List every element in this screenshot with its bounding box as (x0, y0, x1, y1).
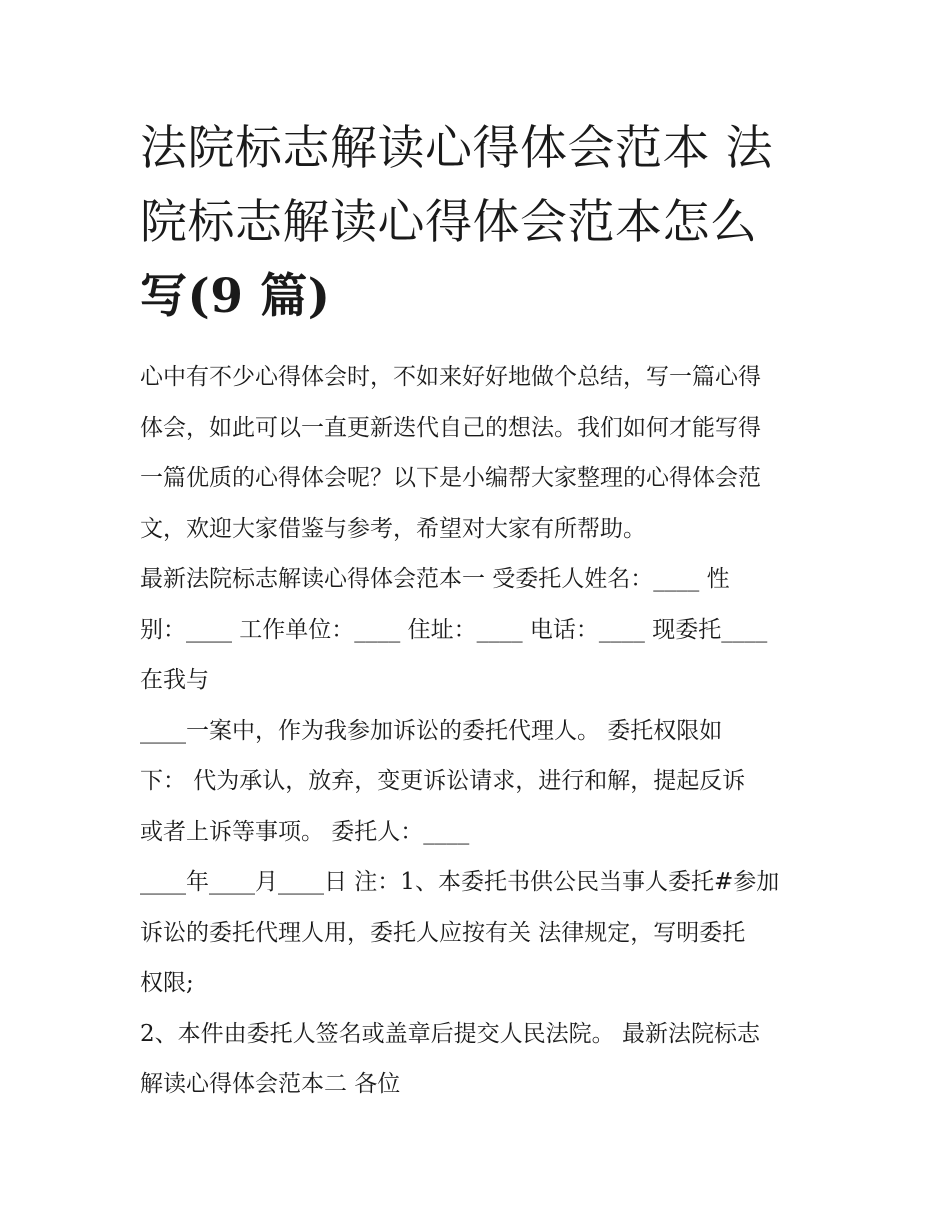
paragraph-line: 或者上诉等事项。 委托人：____ (140, 818, 470, 845)
paragraph-line: 诉讼的委托代理人用，委托人应按有关 法律规定，写明委托 (140, 919, 746, 946)
paragraph-line: 心中有不少心得体会时，不如来好好地做个总结，写一篇心得 (140, 364, 761, 390)
paragraph-line: 文，欢迎大家借鉴与参考，希望对大家有所帮助。 (140, 515, 646, 542)
paragraph-line: 一篇优质的心得体会呢？以下是小编帮大家整理的心得体会范 (140, 465, 761, 491)
paragraph-authority (140, 706, 820, 858)
document-page (140, 112, 820, 1110)
title-line-1: 法院标志解读心得体会范本 法 (140, 121, 773, 176)
paragraph-line: ____年____月____日 注：1、本委托书供公民当事人委托#参加 (140, 869, 780, 895)
paragraph-sample-one (140, 554, 820, 706)
paragraph-line: 解读心得体会范本二 各位 (140, 1071, 401, 1097)
paragraph-date-note (140, 857, 820, 1009)
paragraph-line: 别：____ 工作单位：____ 住址：____ 电话：____ 现委托____ (140, 616, 768, 643)
paragraph-line: 体会，如此可以一直更新迭代自己的想法。我们如何才能写得 (140, 414, 761, 441)
title-line-2: 院标志解读心得体会范本怎么 (140, 195, 758, 250)
paragraph-intro (140, 352, 820, 554)
paragraph-line: 2、本件由委托人签名或盖章后提交人民法院。 最新法院标志 (140, 1020, 760, 1047)
paragraph-line: ____一案中，作为我参加诉讼的委托代理人。 委托权限如 (140, 717, 723, 744)
title-line-3: 写(9 篇) (140, 269, 331, 324)
paragraph-line: 最新法院标志解读心得体会范本一 受委托人姓名：____ 性 (140, 566, 730, 592)
paragraph-line: 权限; (140, 970, 194, 996)
paragraph-line: 下： 代为承认，放弃，变更诉讼请求，进行和解，提起反诉 (140, 768, 746, 794)
paragraph-submission (140, 1009, 820, 1110)
document-title (140, 112, 820, 334)
paragraph-line: 在我与 (140, 667, 209, 693)
